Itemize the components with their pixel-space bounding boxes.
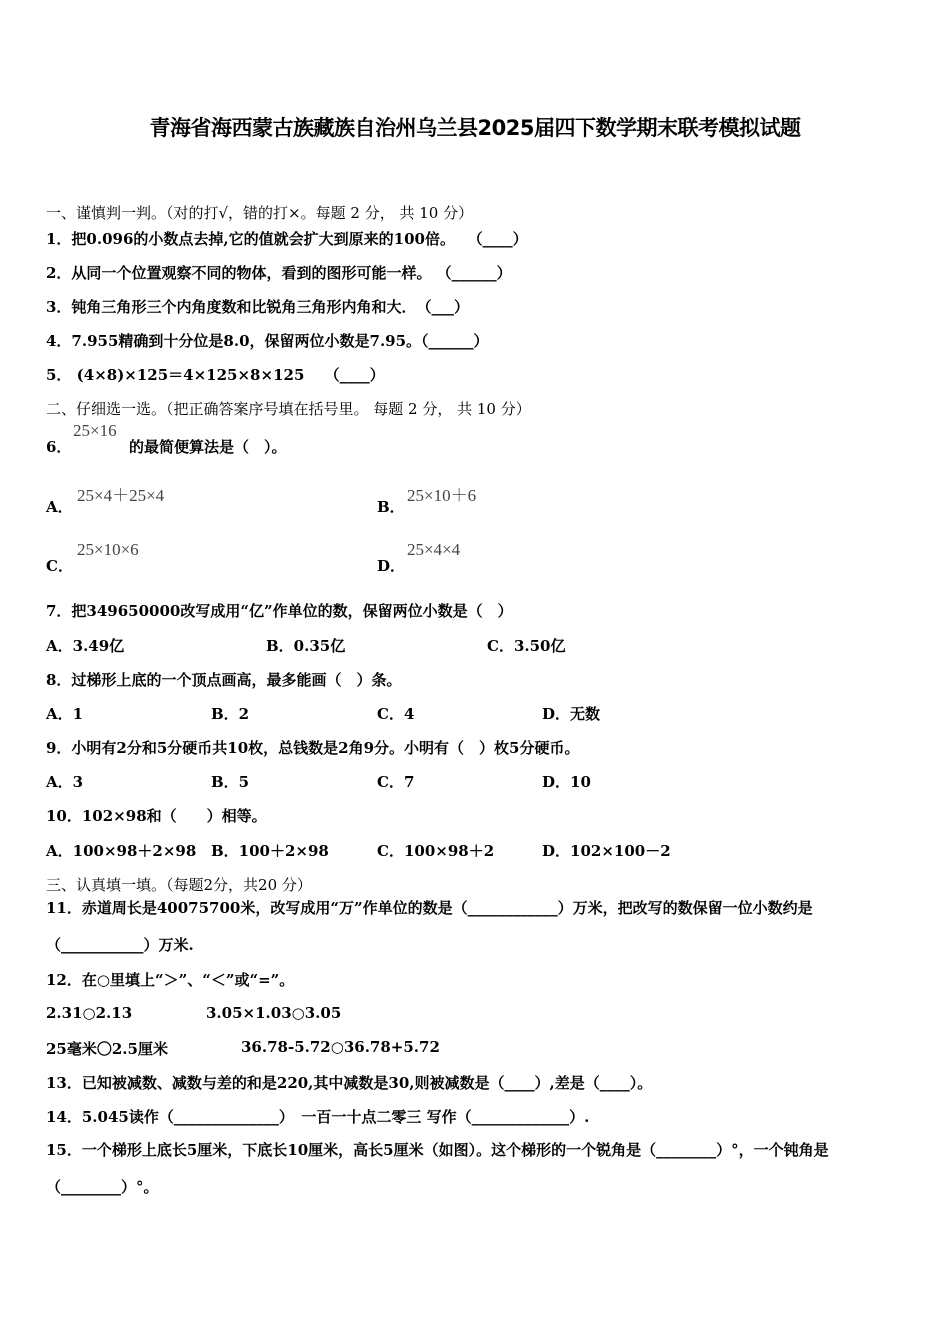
q10-option-b: B．100＋2×98 [211,842,329,860]
question-6-text: 的最简便算法是（ ）。 [129,438,287,456]
section-2-heading: 二、仔细选一选。（把正确答案序号填在括号里。 每题 2 分， 共 10 分） [46,400,531,418]
section-1-heading: 一、谨慎判一判。（对的打√，错的打×。每题 2 分， 共 10 分） [46,204,474,222]
question-10: 10．102×98和（ ）相等。 [46,807,267,825]
question-5: 5． (4×8)×125＝4×125×8×125 （____） [46,366,385,384]
question-13: 13．已知被减数、减数与差的和是220,其中减数是30,则被减数是（____）,差是（____）。 [46,1074,653,1092]
q6-option-c-label: C． [46,557,73,575]
question-9: 9．小明有2分和5分硬币共10枚，总钱数是2角9分。小明有（ ）枚5分硬币。 [46,739,580,757]
q8-option-d: D．无数 [542,705,601,723]
q6-option-c-expression: 25×10×6 [77,540,139,559]
q6-option-d-label: D． [377,557,406,575]
question-14: 14．5.045读作（______________） 一百一十点二零三 写作（_____________）. [46,1108,590,1126]
q6-option-b-label: B． [377,498,405,516]
question-15: 15．一个梯形上底长5厘米，下底长10厘米，高长5厘米（如图）。这个梯形的一个锐角是（________）°，一个钝角是（________）°。 [46,1141,829,1196]
question-11: 11．赤道周长是40075700米，改写成用“万”作单位的数是（____________）万米，把改写的数保留一位小数约是（___________）万米. [46,899,813,954]
question-3: 3．钝角三角形三个内角度数和比锐角三角形内角和大． （___） [46,298,469,316]
question-6-expression: 25×16 [73,421,117,440]
q9-option-c: C．7 [377,773,415,791]
question-4: 4．7.955精确到十分位是8.0，保留两位小数是7.95。（______） [46,332,489,350]
q7-option-a: A．3.49亿 [46,637,125,655]
q9-option-a: A．3 [46,773,84,791]
page-title: 青海省海西蒙古族藏族自治州乌兰县2025届四下数学期末联考模拟试题 [149,116,801,140]
section-3-heading: 三、认真填一填。（每题2分，共20 分） [46,876,312,894]
q6-option-b-expression: 25×10＋6 [407,486,477,505]
q6-option-a-label: A． [46,498,73,516]
q10-option-a: A．100×98＋2×98 [46,842,197,860]
q7-option-b: B．0.35亿 [266,637,346,655]
q8-option-b: B．2 [211,705,250,723]
q8-option-c: C．4 [377,705,415,723]
q12-compare-1: 2.31○2.13 [46,1004,133,1022]
q6-option-d-expression: 25×4×4 [407,540,461,559]
question-2: 2．从同一个位置观察不同的物体，看到的图形可能一样。 （______） [46,264,512,282]
q12-compare-4: 36.78-5.72○36.78+5.72 [241,1038,440,1056]
question-1: 1．把0.096的小数点去掉,它的值就会扩大到原来的100倍。 （____） [46,230,528,248]
question-6-number: 6． [46,438,72,456]
question-7: 7．把349650000改写成用“亿”作单位的数，保留两位小数是（ ） [46,602,513,620]
q6-option-a-expression: 25×4＋25×4 [77,486,165,505]
q9-option-b: B．5 [211,773,250,791]
q7-option-c: C．3.50亿 [487,637,566,655]
question-8: 8．过梯形上底的一个顶点画高，最多能画（ ）条。 [46,671,402,689]
q10-option-d: D．102×100－2 [542,842,671,860]
q12-compare-3: 25毫米〇2.5厘米 [46,1040,168,1058]
question-12: 12．在○里填上“＞”、“＜”或“=”。 [46,971,295,989]
q8-option-a: A．1 [46,705,84,723]
q10-option-c: C．100×98＋2 [377,842,495,860]
q9-option-d: D．10 [542,773,591,791]
q12-compare-2: 3.05×1.03○3.05 [206,1004,342,1022]
